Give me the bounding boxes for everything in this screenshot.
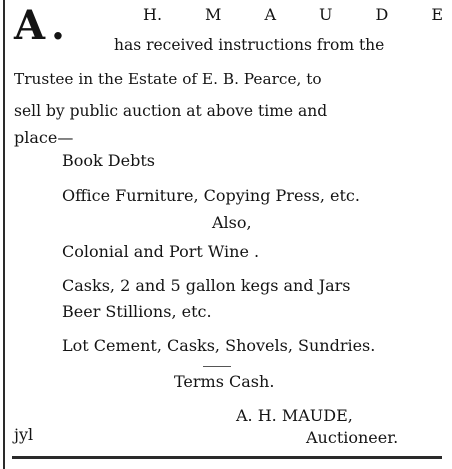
signature-name: A. H. MAUDE, — [236, 406, 353, 425]
body-line: place— — [14, 128, 74, 147]
body-line: sell by public auction at above time and — [14, 102, 328, 120]
heading-letter: H. — [143, 5, 163, 24]
item-line: Casks, 2 and 5 gallon kegs and Jars — [62, 276, 351, 295]
heading-letter: M — [205, 5, 222, 24]
heading-letter: E — [431, 5, 443, 24]
auctioneer-name-heading — [143, 5, 443, 25]
body-line: has received instructions from the — [114, 36, 385, 54]
item-line: Colonial and Port Wine . — [62, 242, 260, 261]
terms-line: Terms Cash. — [174, 372, 275, 391]
heading-letter: A — [264, 5, 276, 24]
bottom-border-rule — [12, 456, 442, 459]
signature-title: Auctioneer. — [306, 428, 399, 447]
item-line: Lot Cement, Casks, Shovels, Sundries. — [62, 336, 376, 355]
drop-initial: A. — [14, 2, 71, 49]
reference-code: jyl — [14, 425, 34, 444]
item-line: Office Furniture, Copying Press, etc. — [62, 186, 360, 205]
item-line: Also, — [212, 213, 252, 232]
heading-letter: U — [319, 5, 333, 24]
body-line: Trustee in the Estate of E. B. Pearce, to — [14, 70, 322, 88]
heading-letter: D — [375, 5, 389, 24]
item-line: Beer Stillions, etc. — [62, 302, 212, 321]
left-border-rule — [3, 0, 5, 469]
section-divider — [203, 366, 231, 367]
item-line: Book Debts — [62, 151, 155, 170]
